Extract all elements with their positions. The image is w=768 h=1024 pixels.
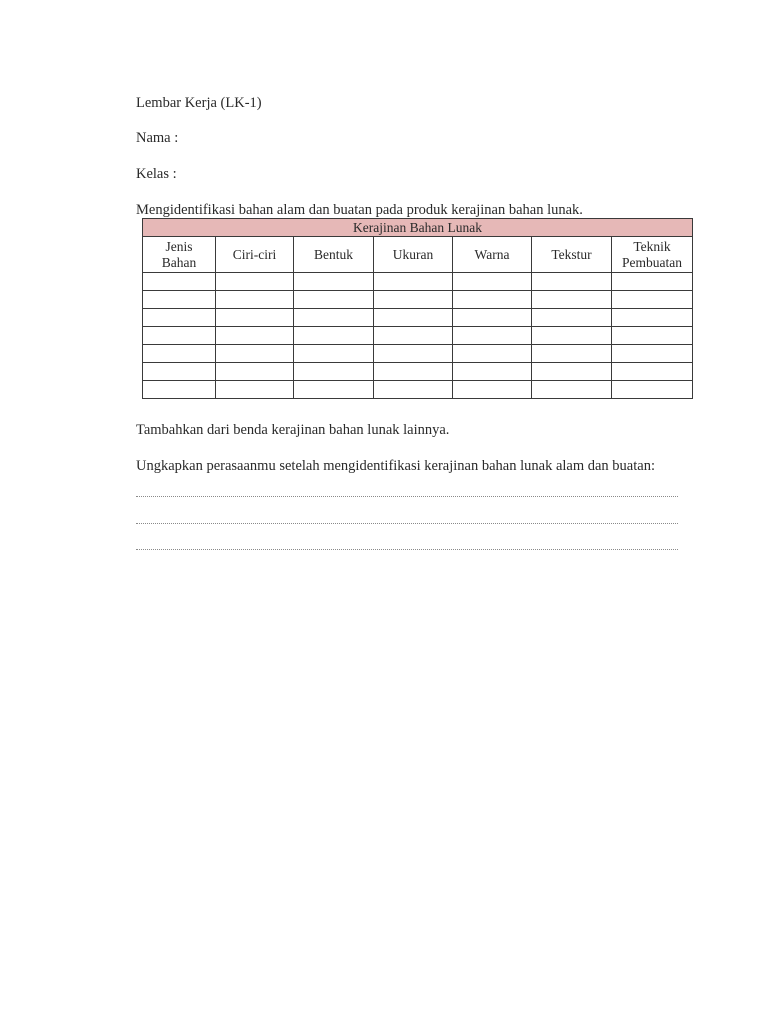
table-cell[interactable] <box>453 345 532 363</box>
add-more-text: Tambahkan dari benda kerajinan bahan lunak lainnya. <box>136 422 450 438</box>
table-cell[interactable] <box>216 309 294 327</box>
table-cell[interactable] <box>216 327 294 345</box>
table-cell[interactable] <box>216 381 294 399</box>
table-cell[interactable] <box>612 291 693 309</box>
worksheet-title: Lembar Kerja (LK-1) <box>136 95 262 111</box>
table-row <box>143 345 693 363</box>
header-bentuk: Bentuk <box>294 237 374 273</box>
header-ukuran: Ukuran <box>374 237 453 273</box>
table-cell[interactable] <box>453 309 532 327</box>
table-cell[interactable] <box>612 327 693 345</box>
table-cell[interactable] <box>374 327 453 345</box>
reflection-prompt: Ungkapkan perasaanmu setelah mengidentifikasi kerajinan bahan lunak alam dan buatan: <box>136 458 655 474</box>
table-cell[interactable] <box>294 291 374 309</box>
table-header-row <box>143 237 693 273</box>
table-cell[interactable] <box>374 345 453 363</box>
table-cell[interactable] <box>143 345 216 363</box>
table-cell[interactable] <box>143 363 216 381</box>
table-cell[interactable] <box>453 291 532 309</box>
answer-line[interactable] <box>136 549 678 550</box>
table-cell[interactable] <box>374 309 453 327</box>
header-tekstur: Tekstur <box>532 237 612 273</box>
craft-identification-table <box>142 218 693 399</box>
table-cell[interactable] <box>612 363 693 381</box>
table-cell[interactable] <box>532 273 612 291</box>
table-cell[interactable] <box>294 327 374 345</box>
table-cell[interactable] <box>374 381 453 399</box>
table-cell[interactable] <box>294 273 374 291</box>
table-cell[interactable] <box>612 345 693 363</box>
table-cell[interactable] <box>612 381 693 399</box>
table-cell[interactable] <box>453 273 532 291</box>
answer-line[interactable] <box>136 496 678 497</box>
header-ciri-ciri: Ciri-ciri <box>216 237 294 273</box>
table-cell[interactable] <box>294 363 374 381</box>
table-cell[interactable] <box>453 363 532 381</box>
table-row <box>143 273 693 291</box>
table-cell[interactable] <box>294 345 374 363</box>
instruction-text: Mengidentifikasi bahan alam dan buatan pada produk kerajinan bahan lunak. <box>136 202 583 218</box>
table-cell[interactable] <box>612 273 693 291</box>
table-cell[interactable] <box>612 309 693 327</box>
table-cell[interactable] <box>143 327 216 345</box>
table-cell[interactable] <box>216 291 294 309</box>
table-cell[interactable] <box>216 363 294 381</box>
table-caption: Kerajinan Bahan Lunak <box>143 219 693 237</box>
table-cell[interactable] <box>532 381 612 399</box>
table-cell[interactable] <box>294 309 374 327</box>
table-cell[interactable] <box>216 273 294 291</box>
table-cell[interactable] <box>532 309 612 327</box>
table-cell[interactable] <box>453 327 532 345</box>
table-cell[interactable] <box>143 273 216 291</box>
table-cell[interactable] <box>374 363 453 381</box>
table-title-row <box>143 219 693 237</box>
table-row <box>143 363 693 381</box>
table-row <box>143 291 693 309</box>
table-cell[interactable] <box>374 273 453 291</box>
table-cell[interactable] <box>143 309 216 327</box>
table-cell[interactable] <box>143 291 216 309</box>
name-label: Nama : <box>136 130 179 146</box>
table-cell[interactable] <box>143 381 216 399</box>
table-cell[interactable] <box>532 363 612 381</box>
table-cell[interactable] <box>294 381 374 399</box>
header-teknik-pembuatan: Teknik Pembuatan <box>612 237 693 273</box>
answer-line[interactable] <box>136 523 678 524</box>
table-cell[interactable] <box>532 345 612 363</box>
table-row <box>143 309 693 327</box>
table-cell[interactable] <box>374 291 453 309</box>
header-jenis-bahan: Jenis Bahan <box>143 237 216 273</box>
table-cell[interactable] <box>532 291 612 309</box>
table-row <box>143 381 693 399</box>
table-cell[interactable] <box>532 327 612 345</box>
class-label: Kelas : <box>136 166 177 182</box>
table-row <box>143 327 693 345</box>
table-cell[interactable] <box>216 345 294 363</box>
table-cell[interactable] <box>453 381 532 399</box>
header-warna: Warna <box>453 237 532 273</box>
